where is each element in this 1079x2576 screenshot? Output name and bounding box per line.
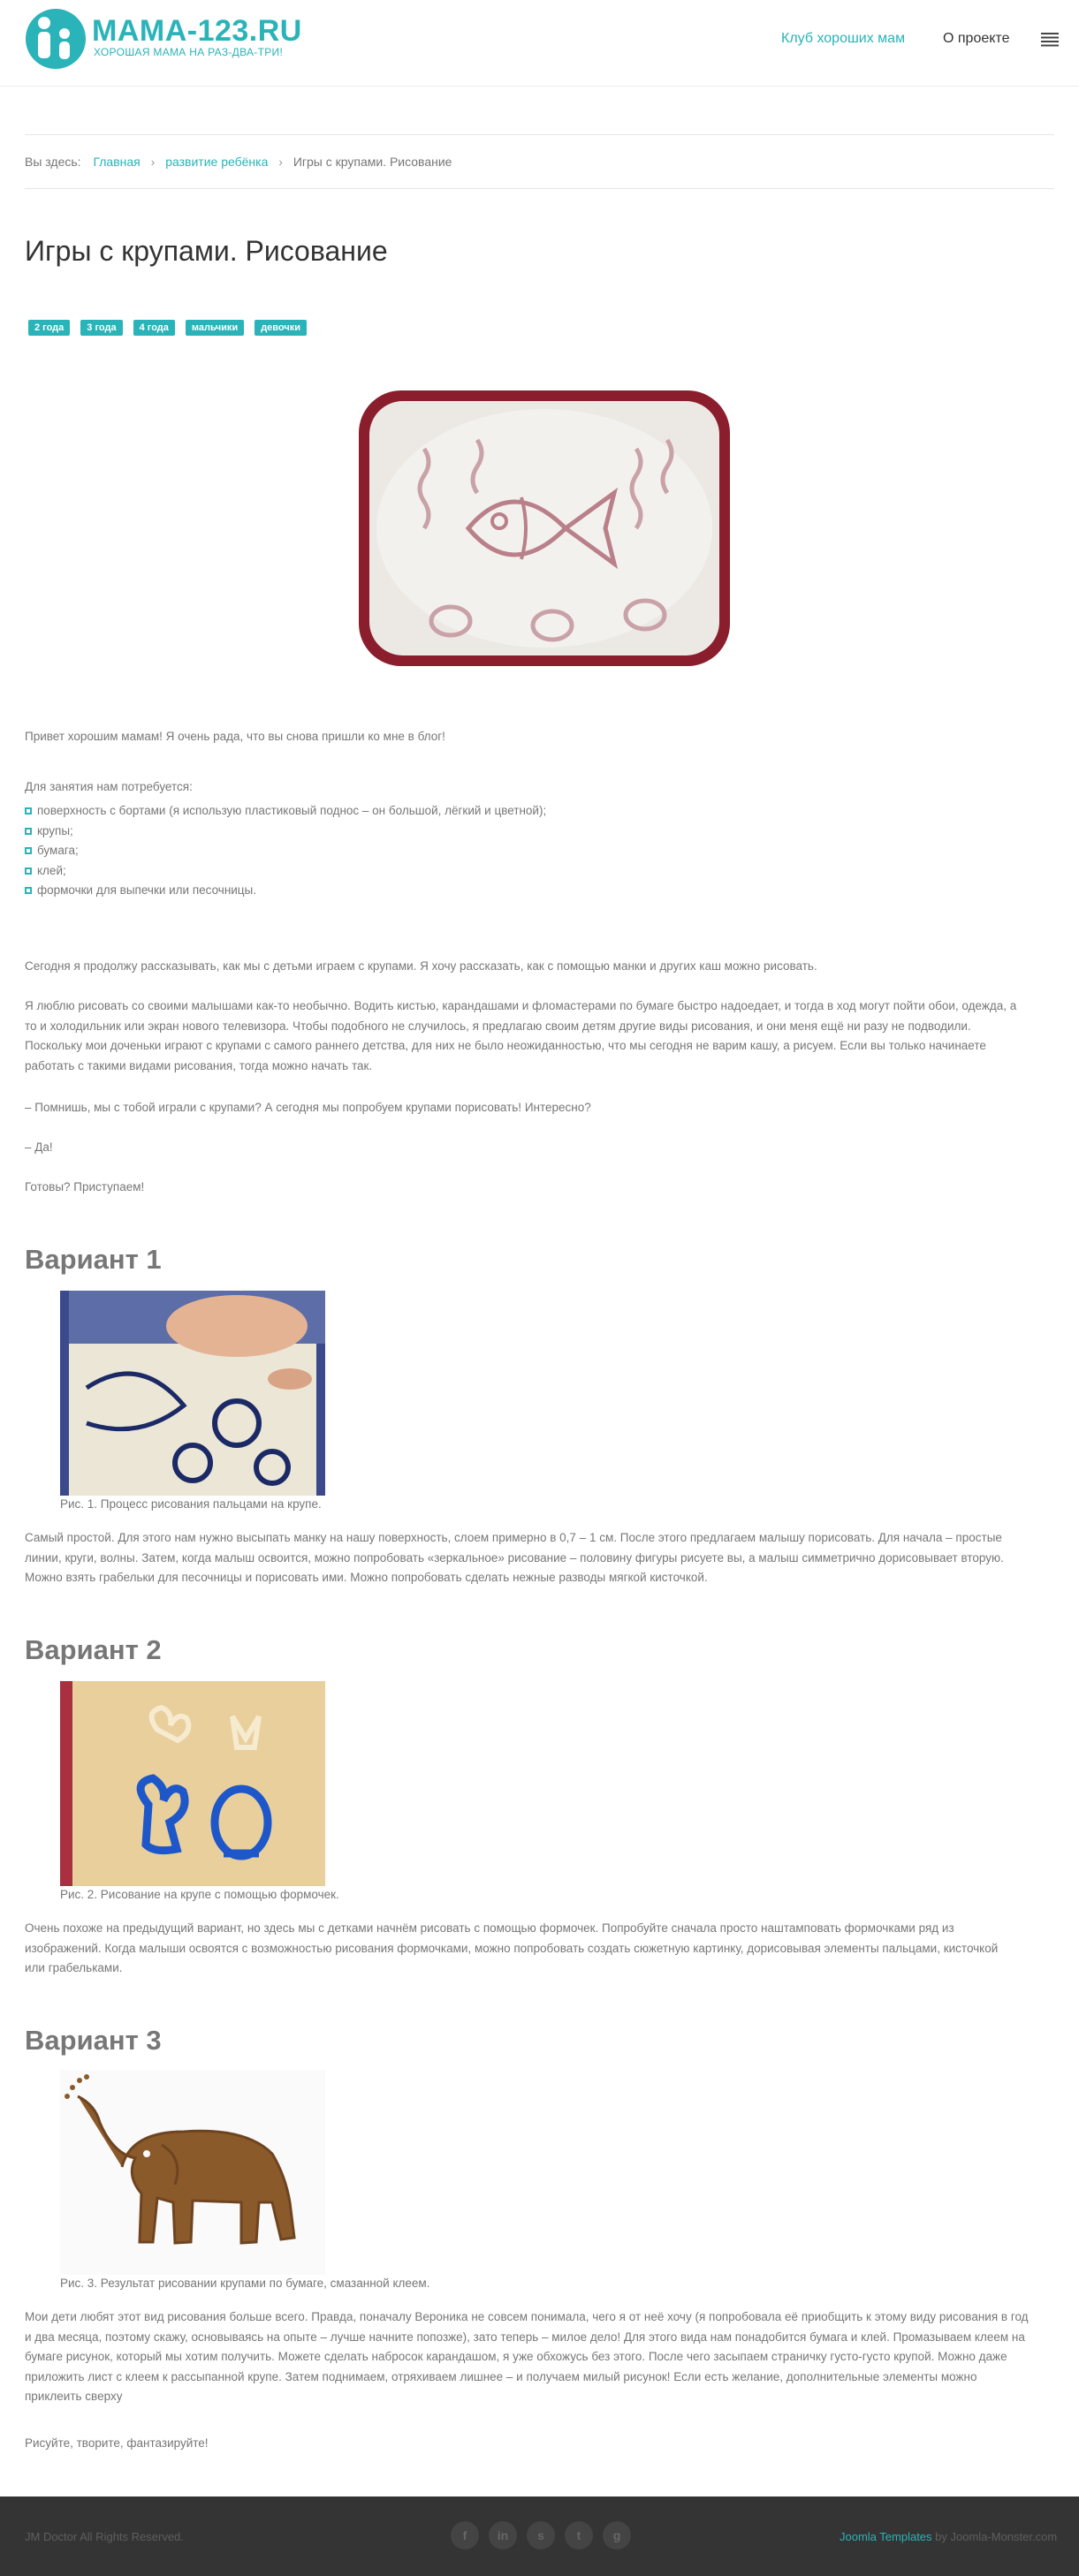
figure-2-image xyxy=(60,1681,325,1886)
logo-name[interactable]: MAMA-123.RU xyxy=(92,14,302,48)
text-line: Я люблю рисовать со своими малышами как-то необычно. Водить кистью, карандашами и фломастерами по бумаге быстро надоедает, и тогда в ход могут пойти обои, одежда, а xyxy=(25,999,1017,1012)
variant-3-text xyxy=(25,2307,1054,2407)
breadcrumb-divider-top xyxy=(25,134,1054,135)
figure-3-caption: Рис. 3. Результат рисовании крупами по бумаге, смазанной клеем. xyxy=(60,2277,430,2290)
breadcrumb-prefix: Вы здесь: xyxy=(25,155,81,169)
site-header xyxy=(0,0,1079,87)
hamburger-icon[interactable] xyxy=(1041,30,1059,48)
text-line: или грабельками. xyxy=(25,1961,123,1974)
skype-icon[interactable]: s xyxy=(527,2521,555,2549)
tag-girls[interactable]: девочки xyxy=(255,320,307,336)
variant-2-text xyxy=(25,1919,1054,1979)
list-item: крупы; xyxy=(25,822,546,842)
needs-list xyxy=(25,801,546,901)
figure-1-caption: Рис. 1. Процесс рисования пальцами на крупе. xyxy=(60,1497,322,1511)
text-line: приложить лист с клеем к рассыпанной крупе. Затем поднимаем, отряхиваем лишнее – и получаем милый рисунок! Если есть желание, дополнительные элементы можно xyxy=(25,2369,977,2383)
paragraph-1: Сегодня я продолжу рассказывать, как мы с детьми играем с крупами. Я хочу рассказать, как с помощью манки и других каш можно рисовать. xyxy=(25,959,817,973)
site-footer xyxy=(0,2496,1079,2576)
list-item: формочки для выпечки или песочницы. xyxy=(25,881,546,901)
breadcrumb-separator: › xyxy=(150,155,156,169)
social-links xyxy=(451,2521,641,2549)
text-line: Мои дети любят этот вид рисования больше всего. Правда, поначалу Вероника не совсем понимала, чего я от неё хочу (я попробовала её приобщить к этому виду рисования в год xyxy=(25,2310,1029,2323)
text-line: Самый простой. Для этого нам нужно высыпать манку на нашу поверхность, слоем примерно в 0,7 – 1 см. После этого предлагаем малышу порисовать. Для начала – простые xyxy=(25,1531,1002,1544)
facebook-icon[interactable]: f xyxy=(451,2521,479,2549)
list-item: бумага; xyxy=(25,841,546,861)
text-line: приклеить сверху xyxy=(25,2390,123,2403)
text-line: изображений. Когда малыши освоятся с возможностью рисования формочками, можно попробовать создать сюжетную картинку, дорисовывая элементы пальцами, кисточкой xyxy=(25,1941,999,1955)
breadcrumb-category[interactable]: развитие ребёнка xyxy=(165,155,269,169)
paragraph-2 xyxy=(25,996,1054,1076)
variant-1-text xyxy=(25,1528,1054,1588)
nav-about[interactable]: О проекте xyxy=(943,31,1010,46)
hero-image xyxy=(353,387,735,671)
text-line: Поскольку мои доченьки играют с крупами с самого раннего детства, для них не было неожиданностью, что мы сегодня не варим кашу, а рисуем. Если вы только начинаете xyxy=(25,1039,986,1052)
breadcrumb-current: Игры с крупами. Рисование xyxy=(293,155,452,169)
closing-line: Рисуйте, творите, фантазируйте! xyxy=(25,2436,209,2450)
breadcrumb-home[interactable]: Главная xyxy=(93,155,141,169)
list-item: клей; xyxy=(25,861,546,882)
nav-club[interactable]: Клуб хороших мам xyxy=(781,31,906,46)
dialog-line-2: – Да! xyxy=(25,1140,53,1154)
logo-tagline: ХОРОШАЯ МАМА НА РАЗ-ДВА-ТРИ! xyxy=(94,46,284,58)
joomla-templates-link[interactable]: Joomla Templates xyxy=(840,2530,932,2543)
tag-3-years[interactable]: 3 года xyxy=(80,320,122,336)
text-line: Очень похоже на предыдущий вариант, но здесь мы с детками начнём рисовать с помощью формочек. Попробуйте сначала просто наштамповать формочками ряд из xyxy=(25,1921,954,1935)
googleplus-icon[interactable]: g xyxy=(603,2521,631,2549)
list-item: поверхность с бортами (я использую пластиковый поднос – он большой, лёгкий и цветной); xyxy=(25,801,546,822)
text-line: линии, круги, волны. Затем, когда малыш освоится, можно попробовать «зеркальное» рисование – половину фигуры рисуете вы, а малыш симметрично дорисовывает вторую. xyxy=(25,1550,1004,1565)
credit xyxy=(840,2530,1057,2543)
tag-list xyxy=(28,320,317,336)
variant-3-heading: Вариант 3 xyxy=(25,2025,162,2056)
figure-1-image xyxy=(60,1291,325,1496)
breadcrumb-separator: › xyxy=(278,155,283,169)
tag-4-years[interactable]: 4 года xyxy=(133,320,175,336)
dialog-line-1: – Помнишь, мы с тобой играли с крупами? А сегодня мы попробуем крупами порисовать! Интересно? xyxy=(25,1101,591,1114)
copyright: JM Doctor All Rights Reserved. xyxy=(25,2530,184,2543)
logo-icon[interactable] xyxy=(25,7,87,71)
text-line: работать с такими видами рисования, тогда можно начать так. xyxy=(25,1058,373,1072)
page-title: Игры с крупами. Рисование xyxy=(25,235,388,267)
needs-heading: Для занятия нам потребуется: xyxy=(25,780,193,793)
text-line: то и холодильник или экран нового телевизора. Чтобы подобного не случилось, я предлагаю своим детям другие виды рисования, и они меня ещё ни разу не подводили. xyxy=(25,1019,971,1033)
tag-2-years[interactable]: 2 года xyxy=(28,320,70,336)
figure-3-image xyxy=(60,2070,325,2275)
credit-rest: by Joomla-Monster.com xyxy=(935,2530,1058,2543)
ready-line: Готовы? Приступаем! xyxy=(25,1180,145,1193)
twitter-icon[interactable]: t xyxy=(565,2521,593,2549)
breadcrumb xyxy=(25,155,452,169)
tag-boys[interactable]: мальчики xyxy=(186,320,244,336)
variant-1-heading: Вариант 1 xyxy=(25,1244,162,1275)
intro-paragraph: Привет хорошим мамам! Я очень рада, что вы снова пришли ко мне в блог! xyxy=(25,730,445,743)
text-line: Можно взять грабельки для песочницы и порисовать ими. Можно попробовать сделать нежные разводы мягкой кисточкой. xyxy=(25,1571,708,1584)
text-line: бумаге рисунок, который мы хотим получить. Можете сделать набросок карандашом, я уже обхожусь без этого. После чего засыпаем страничку густо-густо крупой. Можно даже xyxy=(25,2350,1007,2363)
text-line: и два месяца, поэтому скажу, основываясь на опыте – лучше начните попозже), зато теперь – милое дело! Для этого вида нам понадобится бумага и клей. Промазываем клеем на xyxy=(25,2330,1025,2344)
variant-2-heading: Вариант 2 xyxy=(25,1634,162,1665)
linkedin-icon[interactable]: in xyxy=(489,2521,517,2549)
figure-2-caption: Рис. 2. Рисование на крупе с помощью формочек. xyxy=(60,1888,339,1901)
breadcrumb-divider-bottom xyxy=(25,188,1054,189)
